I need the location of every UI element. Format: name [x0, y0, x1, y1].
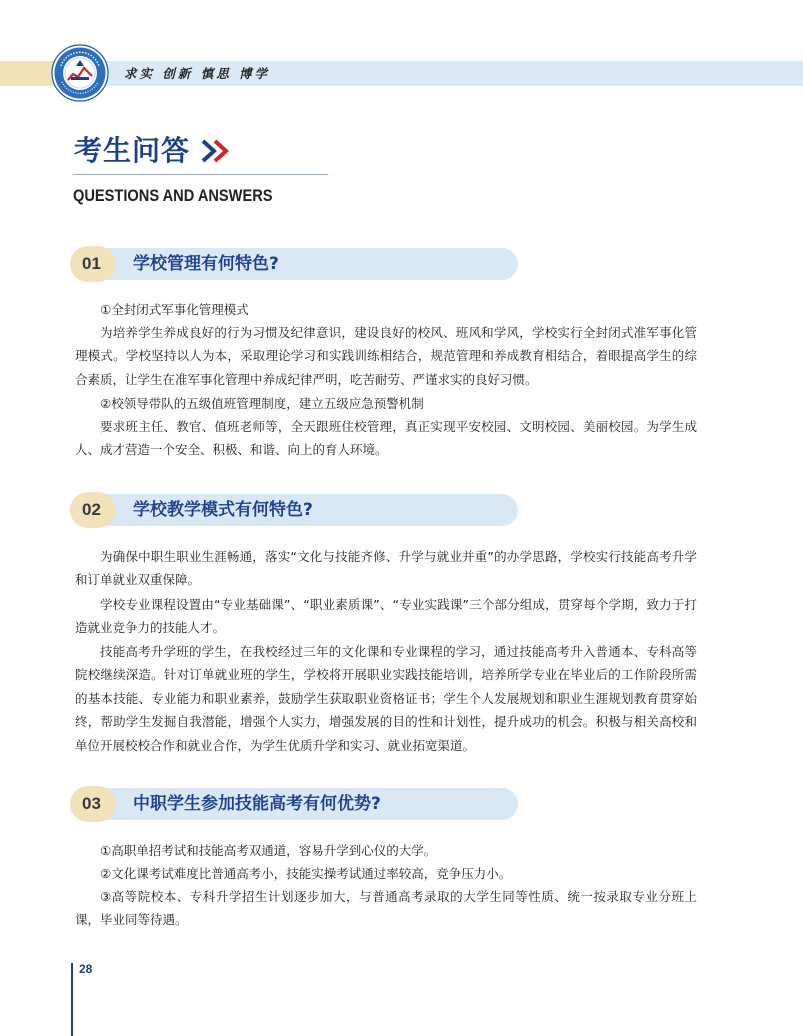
question-text: 学校教学模式有何特色?: [133, 500, 313, 520]
answer-paragraph: ①高职单招考试和技能高考双通道，容易升学到心仪的大学。: [100, 843, 437, 858]
page-title: 考生问答: [74, 134, 191, 167]
double-chevron-right-icon: [200, 138, 236, 164]
question-number: 02: [82, 500, 101, 519]
answer-paragraph: ①全封闭式军事化管理模式: [100, 302, 249, 317]
question-header-02: [70, 494, 518, 526]
page-subtitle: QUESTIONS AND ANSWERS: [73, 186, 273, 205]
answer-paragraph: ②校领导带队的五级值班管理制度，建立五级应急预警机制: [100, 396, 424, 411]
answer-paragraph: 为培养学生养成良好的行为习惯及纪律意识，建设良好的校风、班风和学风，学校实行全封闭式准军事化管理模式。学校坚持以人为本，采取理论学习和实践训练相结合，规范管理和养成教育相结合，着眼提高学生的综合素质，让学生在准军事化管理中养成纪律严明，吃苦耐劳、严谨求实的良好习惯。: [75, 325, 697, 387]
answer-paragraph: 为确保中职生职业生涯畅通，落实“文化与技能齐修、升学与就业并重”的办学思路，学校实行技能高考升学和订单就业双重保障。: [75, 549, 697, 588]
page-margin-rule: [71, 963, 73, 1036]
header-band: [0, 61, 803, 86]
answer-paragraph: 技能高考升学班的学生，在我校经过三年的文化课和专业课程的学习，通过技能高考升入普通本、专科高等院校继续深造。针对订单就业班的学生，学校将开展职业实践技能培训，培养所学专业在毕业后的工作阶段所需的基本技能、专业能力和职业素养，鼓励学生获取职业资格证书；学生个人发展规划和职业生涯规划教育贯穿始终，帮助学生发掘自我潜能，增强个人实力，增强发展的目的性和计划性，提升成功的机会。积极与相关高校和单位开展校校合作和就业合作，为学生优质升学和实习、就业拓宽渠道。: [75, 644, 697, 753]
answer-paragraph: ②文化课考试难度比普通高考小，技能实操考试通过率较高，竞争压力小。: [100, 866, 512, 881]
question-header-03: [70, 788, 518, 820]
school-motto: 求实 创新 慎思 博学: [124, 66, 271, 81]
answer-paragraph: 要求班主任、教官、值班老师等，全天跟班住校管理，真正实现平安校园、文明校园、美丽校园。为学生成人、成才营造一个安全、积极、和谐、向上的育人环境。: [75, 419, 697, 458]
question-text: 学校管理有何特色?: [133, 254, 279, 274]
title-divider: [73, 174, 328, 175]
question-text: 中职学生参加技能高考有何优势?: [133, 794, 381, 814]
answer-paragraph: 学校专业课程设置由“专业基础课”、“职业素质课”、“专业实践课”三个部分组成，贯穿每个学期，致力于打造就业竞争力的技能人才。: [75, 597, 697, 636]
question-header-01: [70, 248, 518, 280]
page-number: 28: [79, 962, 93, 976]
question-number: 03: [82, 794, 101, 813]
answer-paragraph: ③高等院校本、专科升学招生计划逐步加大，与普通高考录取的大学生同等性质、统一按录取专业分班上课，毕业同等待遇。: [75, 889, 697, 928]
school-emblem-icon: [51, 44, 109, 102]
question-number: 01: [82, 254, 101, 273]
